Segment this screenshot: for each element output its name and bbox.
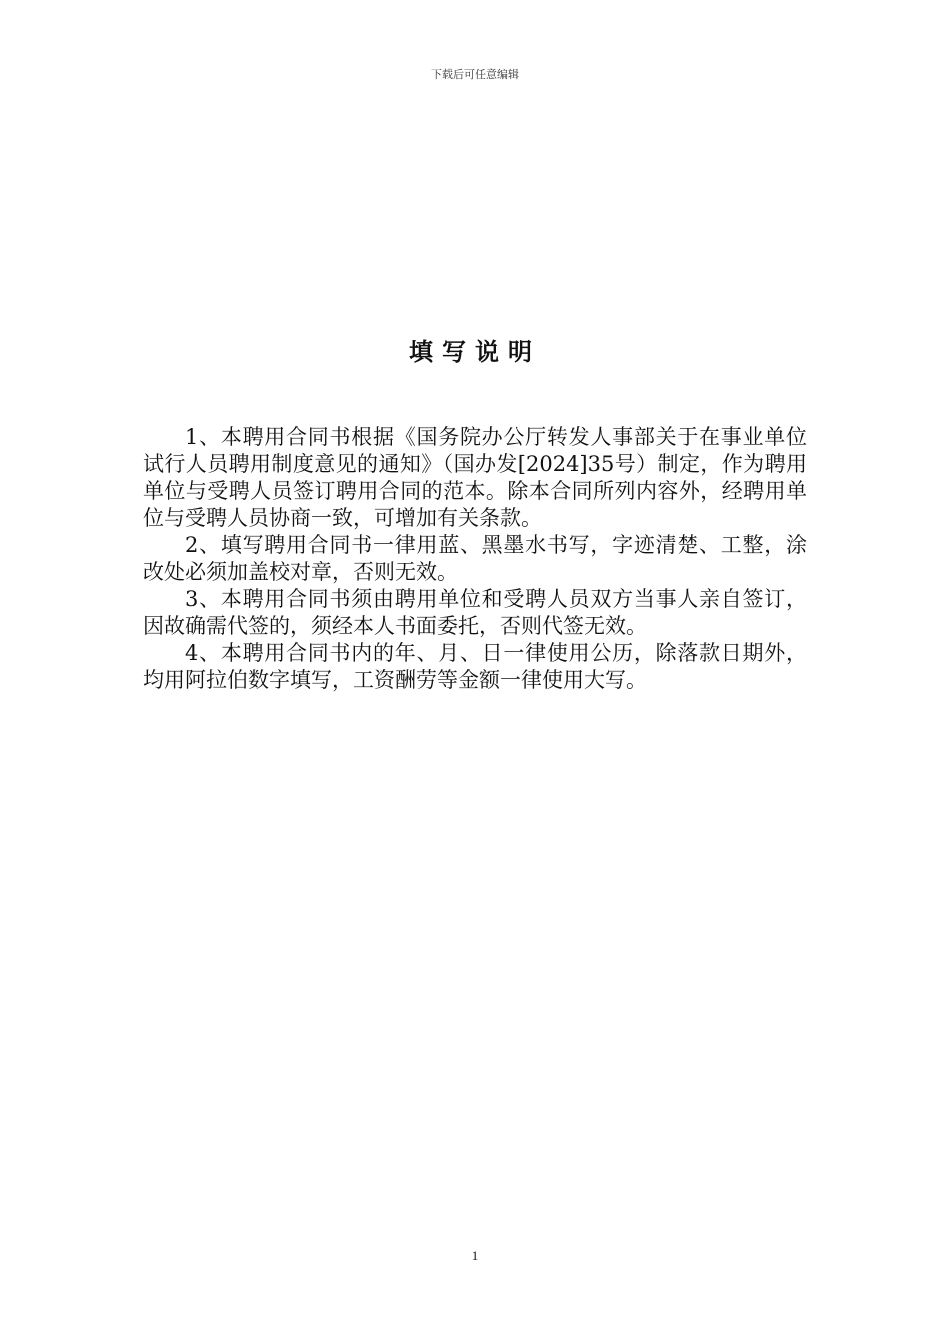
page-title: 填写说明 — [409, 338, 541, 366]
instruction-item-4: 4、本聘用合同书内的年、月、日一律使用公历，除落款日期外，均用阿拉伯数字填写，工资酬劳等金额一律使用大写。 — [143, 641, 807, 692]
page-number: 1 — [471, 1248, 479, 1263]
instruction-item-2: 2、填写聘用合同书一律用蓝、黑墨水书写，字迹清楚、工整，涂改处必须加盖校对章，否则无效。 — [143, 533, 807, 584]
instruction-item-1: 1、本聘用合同书根据《国务院办公厅转发人事部关于在事业单位试行人员聘用制度意见的通知》（国办发[2024]35号）制定，作为聘用单位与受聘人员签订聘用合同的范本。除本合同所列内容外，经聘用单位与受聘人员协商一致，可增加有关条款。 — [143, 425, 807, 530]
instructions-body — [143, 424, 807, 694]
instruction-item-3: 3、本聘用合同书须由聘用单位和受聘人员双方当事人亲自签订，因故确需代签的，须经本人书面委托，否则代签无效。 — [143, 587, 807, 638]
page-header-note: 下载后可任意编辑 — [431, 68, 519, 81]
